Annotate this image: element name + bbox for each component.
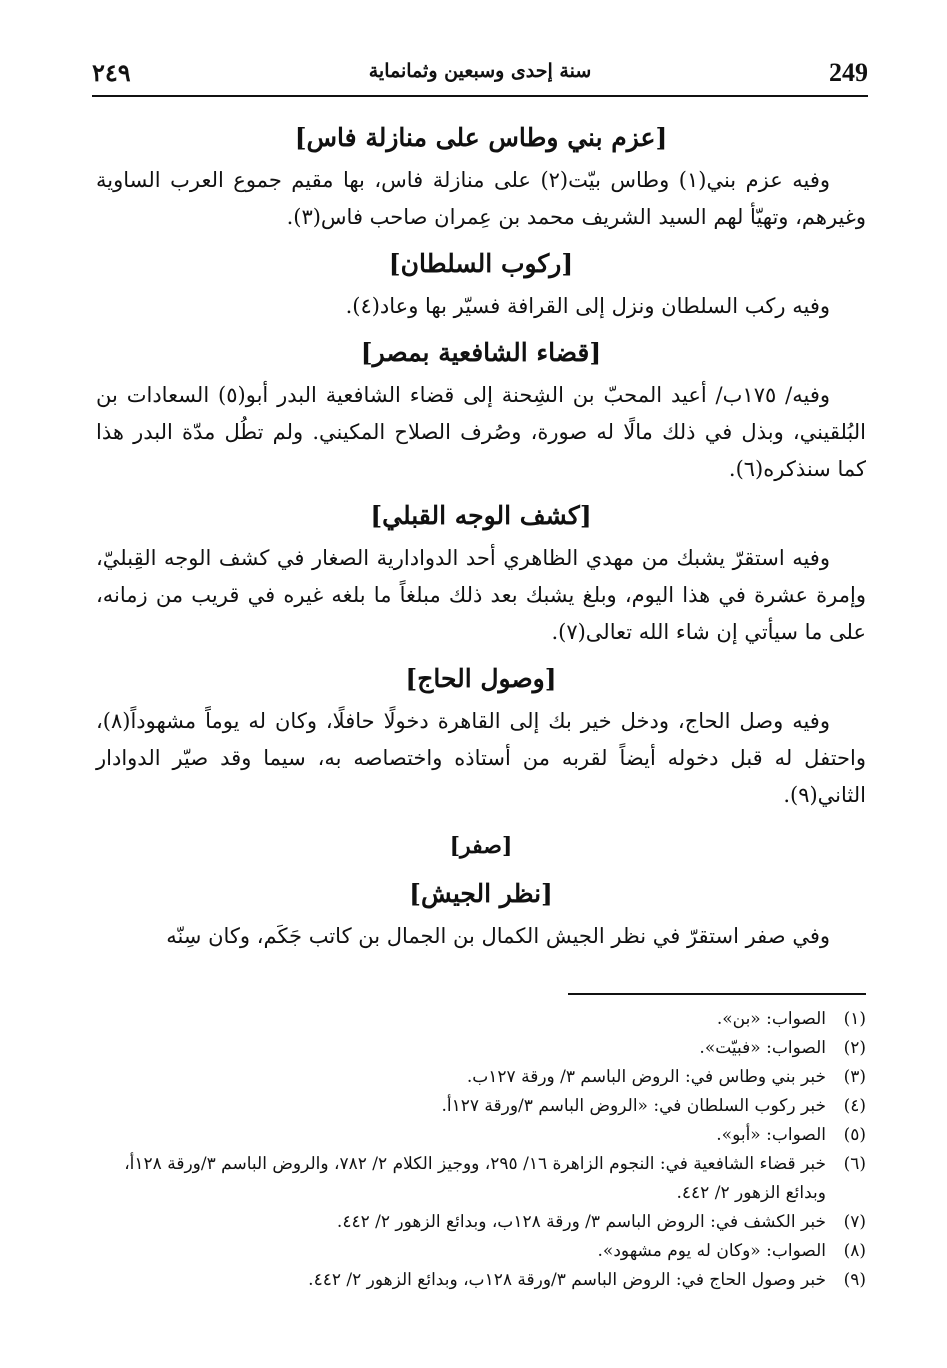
footnote-number: (٦) (843, 1154, 866, 1174)
footnote-text: خبر بني وطاس في: الروض الباسم ٣/ ورقة ١٢٧ب. (466, 1067, 826, 1087)
footnotes (96, 1005, 866, 1295)
footnote (96, 1092, 866, 1121)
main-text (96, 112, 866, 961)
footnote-text: الصواب: «أبو». (716, 1125, 826, 1145)
footnote (96, 1005, 866, 1034)
footnote (96, 1063, 866, 1092)
footnote-number: (٩) (843, 1270, 866, 1290)
footnote-text: الصواب: «بن». (716, 1009, 826, 1029)
header-rule (92, 95, 868, 97)
month-heading: [صفر] (449, 833, 513, 859)
footnote-number: (١) (843, 1009, 866, 1029)
footnote-number: (٨) (843, 1241, 866, 1261)
running-title: سنة إحدى وسبعين وثمانماية (368, 60, 592, 82)
section-paragraph: وفي صفر استقرّ في نظر الجيش الكمال بن الجمال بن كاتب جَكَم، وكان سِنّه (166, 924, 830, 948)
footnote-text: خبر وصول الحاج في: الروض الباسم ٣/ورقة ١٢٨ب، وبدائع الزهور ٢/ ٤٤٢. (308, 1270, 826, 1290)
section-paragraph: وفيه عزم بني(١) وطاس بيّت(٢) على منازلة فاس، بها مقيم جموع العرب الساوية وغيرهم، وتهيّأ لهم السيد الشريف محمد بن عِمران صاحب فاس(٣). (96, 168, 866, 229)
section-paragraph: وفيه استقرّ يشبك من مهدي الظاهري أحد الدوادارية الصغار في كشف الوجه القِبليّ، وإمرة عشرة في هذا اليوم، وبلغ يشبك بعد ذلك مبلغاً ما بلغه غيره في قريب من زمانه، على ما سيأتي إن شاء الله تعالى(٧). (96, 546, 866, 644)
footnote-text: خبر ركوب السلطان في: «الروض الباسم ٣/ورقة ١٢٧أ. (441, 1096, 826, 1116)
section-heading: [كشف الوجه القبلي] (370, 501, 592, 530)
footnote-number: (٣) (843, 1067, 866, 1087)
footnote (96, 1034, 866, 1063)
footnote (96, 1266, 866, 1295)
section-paragraph: وفيه/ ١٧٥ب/ أعيد المحبّ بن الشِحنة إلى قضاء الشافعية البدر أبو(٥) السعادات بن البُلقيني، وبذل في ذلك مالًا له صورة، وصُرف الصلاح المكيني. ولم تطُل مدّة البدر هذا كما سنذكره(٦). (96, 383, 866, 481)
footnote-number: (٥) (843, 1125, 866, 1145)
footnote-rule (568, 993, 866, 995)
footnote-number: (٧) (843, 1212, 866, 1232)
section-paragraph: وفيه ركب السلطان ونزل إلى القرافة فسيّر بها وعاد(٤). (345, 294, 830, 318)
section-paragraph: وفيه وصل الحاج، ودخل خير بك إلى القاهرة دخولًا حافلًا، وكان له يوماً مشهوداً(٨)، واحتفل له قبل دخوله أيضاً لقربه من أستاذه واختصاصه به، سيما وقد صيّر الدوادار الثاني(٩). (96, 709, 866, 807)
footnote-number: (٢) (843, 1038, 866, 1058)
page-number-latin: 249 (829, 58, 868, 87)
footnote-text: خبر قضاء الشافعية في: النجوم الزاهرة ١٦/ ٢٩٥، ووجيز الكلام ٢/ ٧٨٢، والروض الباسم ٣/ورقة ١٢٨أ، وبدائع الزهور ٢/ ٤٤٢. (124, 1154, 826, 1203)
footnote-number: (٤) (843, 1096, 866, 1116)
footnote-text: الصواب: «فبيّت». (699, 1038, 826, 1058)
footnote (96, 1237, 866, 1266)
section-heading: [نظر الجيش] (409, 879, 553, 908)
footnote-text: الصواب: «وكان له يوم مشهود». (597, 1241, 826, 1261)
page-header (92, 58, 868, 94)
footnote (96, 1208, 866, 1237)
page-number-arabic: ٢٤٩ (92, 58, 131, 87)
section-heading: [عزم بني وطاس على منازلة فاس] (294, 123, 668, 152)
footnote (96, 1121, 866, 1150)
section-heading: [ركوب السلطان] (388, 249, 574, 278)
section-heading: [قضاء الشافعية بمصر] (360, 338, 602, 367)
section-heading: [وصول الحاج] (405, 664, 557, 693)
footnote (96, 1150, 866, 1208)
footnote-text: خبر الكشف في: الروض الباسم ٣/ ورقة ١٢٨ب، وبدائع الزهور ٢/ ٤٤٢. (336, 1212, 826, 1232)
